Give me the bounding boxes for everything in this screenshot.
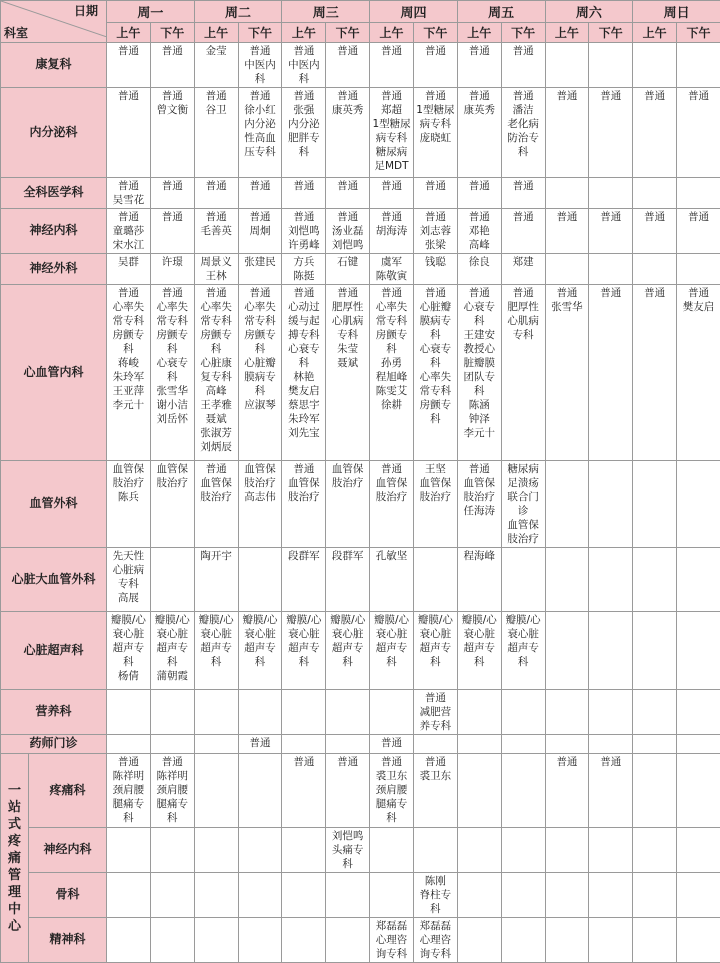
schedule-cell	[326, 735, 370, 754]
schedule-cell: 孔敏坚	[370, 548, 414, 612]
schedule-cell: 普通	[150, 43, 194, 88]
schedule-cell: 虞军 陈敬寅	[370, 254, 414, 285]
schedule-cell: 普通	[501, 178, 545, 209]
schedule-cell: 瓣膜/心衰心脏超声专科	[282, 612, 326, 690]
schedule-cell: 普通 樊友启	[677, 285, 720, 461]
schedule-cell: 普通 中医内科	[238, 43, 282, 88]
schedule-cell	[589, 735, 633, 754]
schedule-cell	[633, 828, 677, 873]
schedule-cell	[633, 735, 677, 754]
schedule-cell	[501, 873, 545, 918]
schedule-cell: 瓣膜/心衰心脏超声专科	[370, 612, 414, 690]
schedule-cell: 普通 汤业磊 刘恺鸣	[326, 209, 370, 254]
schedule-cell	[545, 690, 589, 735]
am-header: 上午	[282, 23, 326, 43]
schedule-cell: 普通 减肥营养专科	[413, 690, 457, 735]
schedule-row	[1, 612, 720, 690]
schedule-cell	[677, 754, 720, 828]
schedule-cell: 郑磊磊 心理咨询专科	[413, 918, 457, 963]
corner-cell	[1, 1, 107, 43]
sub-dept-name: 疼痛科	[29, 754, 107, 828]
schedule-cell	[150, 873, 194, 918]
day-header: 周六	[545, 1, 633, 23]
schedule-cell: 普通 肥厚性心肌病专科 朱莹 聂斌	[326, 285, 370, 461]
schedule-cell: 普通	[282, 754, 326, 828]
schedule-cell	[457, 690, 501, 735]
schedule-cell: 普通	[150, 178, 194, 209]
schedule-cell	[501, 735, 545, 754]
schedule-cell	[589, 918, 633, 963]
schedule-cell: 普通 裘卫东	[413, 754, 457, 828]
schedule-cell: 陈刚 脊柱专科	[413, 873, 457, 918]
schedule-cell	[150, 918, 194, 963]
schedule-cell: 普通	[107, 43, 151, 88]
schedule-cell: 普通 血管保肢治疗 任海涛	[457, 461, 501, 548]
schedule-cell	[545, 254, 589, 285]
schedule-cell: 张建民	[238, 254, 282, 285]
schedule-cell: 普通	[501, 209, 545, 254]
schedule-cell: 普通 裘卫东 颈肩腰腿痛专科	[370, 754, 414, 828]
pm-header: 下午	[589, 23, 633, 43]
schedule-cell: 瓣膜/心衰心脏超声专科	[194, 612, 238, 690]
day-header: 周二	[194, 1, 282, 23]
schedule-row	[1, 88, 720, 178]
day-header: 周日	[633, 1, 720, 23]
dept-name: 神经外科	[1, 254, 107, 285]
schedule-cell	[194, 828, 238, 873]
schedule-row	[1, 754, 720, 828]
dept-name: 心血管内科	[1, 285, 107, 461]
sub-dept-name: 神经内科	[29, 828, 107, 873]
schedule-cell: 普通 郑超 1型糖尿病专科 糖尿病足MDT	[370, 88, 414, 178]
schedule-cell	[238, 873, 282, 918]
schedule-cell	[677, 461, 720, 548]
schedule-cell: 普通	[589, 285, 633, 461]
schedule-cell	[677, 828, 720, 873]
schedule-cell: 普通	[589, 754, 633, 828]
schedule-cell	[677, 548, 720, 612]
schedule-cell: 普通 刘恺鸣 许勇峰	[282, 209, 326, 254]
schedule-cell: 普通 中医内科	[282, 43, 326, 88]
schedule-cell	[677, 735, 720, 754]
pm-header: 下午	[501, 23, 545, 43]
schedule-cell	[633, 43, 677, 88]
dept-name: 药师门诊	[1, 735, 107, 754]
schedule-cell	[457, 828, 501, 873]
schedule-cell: 许璟	[150, 254, 194, 285]
schedule-cell: 普通 刘志蓉 张梁	[413, 209, 457, 254]
schedule-cell	[677, 690, 720, 735]
schedule-cell	[370, 828, 414, 873]
schedule-cell: 普通 心动过缓与起搏专科 心衰专科 林艳 樊友启 蔡思宇 朱玲军 刘先宝	[282, 285, 326, 461]
schedule-cell: 金莹	[194, 43, 238, 88]
schedule-cell	[150, 828, 194, 873]
schedule-cell: 普通	[545, 754, 589, 828]
schedule-cell: 钱聪	[413, 254, 457, 285]
schedule-cell: 刘恺鸣 头痛专科	[326, 828, 370, 873]
schedule-cell: 普通 周炯	[238, 209, 282, 254]
schedule-cell	[238, 690, 282, 735]
schedule-cell: 瓣膜/心衰心脏超声专科	[457, 612, 501, 690]
schedule-cell	[677, 178, 720, 209]
schedule-cell: 普通 童璐莎 宋水江	[107, 209, 151, 254]
schedule-cell: 普通 邓艳 高峰	[457, 209, 501, 254]
schedule-cell	[545, 612, 589, 690]
schedule-cell	[194, 690, 238, 735]
schedule-cell: 普通 1型糖尿病专科 庞晓虹	[413, 88, 457, 178]
schedule-cell	[150, 735, 194, 754]
schedule-cell	[150, 548, 194, 612]
dept-name: 神经内科	[1, 209, 107, 254]
schedule-cell: 普通	[457, 43, 501, 88]
schedule-cell: 程海峰	[457, 548, 501, 612]
schedule-cell	[150, 690, 194, 735]
schedule-cell: 先天性心脏病专科 高展	[107, 548, 151, 612]
schedule-cell	[589, 254, 633, 285]
schedule-cell: 普通 心衰专科 王建安 教授心脏瓣膜团队专科 陈涵 钟泽 李元十	[457, 285, 501, 461]
schedule-cell	[457, 754, 501, 828]
schedule-cell: 普通 心率失常专科 房颤专科 心脏康复专科 高峰 王孝雅 聂斌 张淑芳 刘炳辰	[194, 285, 238, 461]
schedule-cell: 普通	[326, 754, 370, 828]
group-name: 一站式疼痛管理中心	[1, 754, 29, 963]
pm-header: 下午	[413, 23, 457, 43]
schedule-cell	[589, 690, 633, 735]
pm-header: 下午	[326, 23, 370, 43]
dept-name: 血管外科	[1, 461, 107, 548]
schedule-row	[1, 828, 720, 873]
schedule-cell	[501, 690, 545, 735]
schedule-cell	[633, 754, 677, 828]
schedule-cell: 普通 康英秀	[326, 88, 370, 178]
schedule-cell: 普通	[370, 735, 414, 754]
schedule-cell	[589, 873, 633, 918]
schedule-cell	[107, 873, 151, 918]
schedule-row	[1, 254, 720, 285]
schedule-cell	[589, 178, 633, 209]
schedule-cell: 普通 毛善英	[194, 209, 238, 254]
sub-dept-name: 精神科	[29, 918, 107, 963]
schedule-row	[1, 285, 720, 461]
schedule-cell	[501, 548, 545, 612]
am-header: 上午	[545, 23, 589, 43]
header-day-row	[1, 1, 720, 23]
schedule-cell: 血管保肢治疗 陈兵	[107, 461, 151, 548]
schedule-cell: 普通	[501, 43, 545, 88]
schedule-row	[1, 43, 720, 88]
schedule-cell: 吴群	[107, 254, 151, 285]
schedule-cell	[589, 43, 633, 88]
schedule-cell: 普通	[633, 209, 677, 254]
schedule-cell	[589, 612, 633, 690]
schedule-cell: 普通 徐小红 内分泌性高血压专科	[238, 88, 282, 178]
schedule-cell: 普通 心率失常专科 房颤专科 心衰专科 张雪华 谢小洁 刘岳怀	[150, 285, 194, 461]
sub-dept-name: 骨科	[29, 873, 107, 918]
schedule-cell	[545, 918, 589, 963]
schedule-cell: 普通	[589, 209, 633, 254]
schedule-cell: 瓣膜/心衰心脏超声专科	[326, 612, 370, 690]
schedule-cell: 瓣膜/心衰心脏超声专科	[413, 612, 457, 690]
schedule-cell	[107, 918, 151, 963]
schedule-cell: 普通	[326, 43, 370, 88]
day-header: 周三	[282, 1, 370, 23]
schedule-row	[1, 461, 720, 548]
dept-name: 内分泌科	[1, 88, 107, 178]
schedule-cell	[413, 828, 457, 873]
schedule-cell: 普通	[677, 209, 720, 254]
schedule-cell	[194, 918, 238, 963]
schedule-cell: 周景义 王林	[194, 254, 238, 285]
schedule-cell	[413, 548, 457, 612]
schedule-row	[1, 918, 720, 963]
schedule-cell	[238, 918, 282, 963]
schedule-cell: 普通 康英秀	[457, 88, 501, 178]
schedule-cell	[589, 548, 633, 612]
schedule-cell	[282, 690, 326, 735]
schedule-cell	[194, 754, 238, 828]
schedule-row	[1, 209, 720, 254]
pm-header: 下午	[238, 23, 282, 43]
schedule-cell: 郑建	[501, 254, 545, 285]
schedule-cell: 王坚 血管保肢治疗	[413, 461, 457, 548]
schedule-row	[1, 548, 720, 612]
schedule-cell: 段群军	[326, 548, 370, 612]
schedule-cell	[545, 735, 589, 754]
schedule-cell: 段群军	[282, 548, 326, 612]
schedule-cell	[677, 612, 720, 690]
schedule-cell	[107, 735, 151, 754]
schedule-cell	[545, 548, 589, 612]
schedule-cell: 陶开宇	[194, 548, 238, 612]
schedule-cell: 普通	[238, 178, 282, 209]
schedule-cell: 普通	[457, 178, 501, 209]
schedule-cell: 瓣膜/心衰心脏超声专科	[501, 612, 545, 690]
schedule-cell: 方兵 陈挺	[282, 254, 326, 285]
schedule-cell	[677, 43, 720, 88]
dept-name: 康复科	[1, 43, 107, 88]
schedule-cell	[107, 690, 151, 735]
dept-label: 科室	[4, 24, 28, 41]
schedule-row	[1, 690, 720, 735]
schedule-cell: 普通 血管保肢治疗	[282, 461, 326, 548]
schedule-cell: 普通 谷卫	[194, 88, 238, 178]
schedule-cell: 糖尿病足溃疡联合门诊 血管保肢治疗	[501, 461, 545, 548]
schedule-cell: 普通 血管保肢治疗	[370, 461, 414, 548]
schedule-cell	[633, 612, 677, 690]
schedule-cell	[238, 548, 282, 612]
schedule-cell	[282, 918, 326, 963]
schedule-cell: 普通	[633, 88, 677, 178]
schedule-cell: 普通	[633, 285, 677, 461]
schedule-cell	[545, 461, 589, 548]
dept-name: 心脏大血管外科	[1, 548, 107, 612]
schedule-cell	[457, 918, 501, 963]
schedule-row	[1, 178, 720, 209]
schedule-cell	[633, 178, 677, 209]
schedule-cell	[677, 873, 720, 918]
am-header: 上午	[370, 23, 414, 43]
pm-header: 下午	[150, 23, 194, 43]
schedule-cell: 普通	[413, 178, 457, 209]
schedule-cell	[282, 735, 326, 754]
schedule-cell: 普通	[589, 88, 633, 178]
schedule-cell: 石键	[326, 254, 370, 285]
schedule-cell	[238, 828, 282, 873]
schedule-cell: 普通 心率失常专科 房颤专科 蒋峻 朱玲军 王亚萍 李元十	[107, 285, 151, 461]
schedule-cell	[282, 873, 326, 918]
header-half-row	[1, 23, 720, 43]
dept-name: 营养科	[1, 690, 107, 735]
schedule-cell: 血管保肢治疗	[150, 461, 194, 548]
schedule-cell: 普通	[545, 209, 589, 254]
schedule-cell	[633, 461, 677, 548]
schedule-cell	[633, 548, 677, 612]
schedule-cell: 徐良	[457, 254, 501, 285]
schedule-cell: 普通	[238, 735, 282, 754]
schedule-row	[1, 873, 720, 918]
schedule-cell: 普通	[150, 209, 194, 254]
schedule-cell	[370, 690, 414, 735]
schedule-cell: 普通 肥厚性心肌病专科	[501, 285, 545, 461]
schedule-cell	[589, 828, 633, 873]
schedule-cell	[545, 178, 589, 209]
schedule-cell: 普通 潘洁 老化病防治专科	[501, 88, 545, 178]
dept-name: 心脏超声科	[1, 612, 107, 690]
day-header: 周五	[457, 1, 545, 23]
schedule-cell: 普通	[677, 88, 720, 178]
schedule-cell: 普通 张雪华	[545, 285, 589, 461]
schedule-cell	[633, 254, 677, 285]
schedule-cell: 普通 心率失常专科 房颤专科 孙勇 程旭峰 陈雯艾 徐耕	[370, 285, 414, 461]
schedule-cell: 普通 血管保肢治疗	[194, 461, 238, 548]
schedule-cell: 普通 陈祥明 颈肩腰腿痛专科	[107, 754, 151, 828]
schedule-cell: 普通 张强 内分泌肥胖专科	[282, 88, 326, 178]
pm-header: 下午	[677, 23, 720, 43]
schedule-cell	[326, 690, 370, 735]
schedule-cell	[545, 828, 589, 873]
schedule-cell	[501, 828, 545, 873]
schedule-cell	[194, 735, 238, 754]
schedule-cell: 普通 陈祥明 颈肩腰腿痛专科	[150, 754, 194, 828]
schedule-cell: 普通	[413, 43, 457, 88]
schedule-cell	[370, 873, 414, 918]
schedule-cell: 瓣膜/心衰心脏超声专科 蒲朝霞	[150, 612, 194, 690]
schedule-cell: 普通	[545, 88, 589, 178]
schedule-cell	[501, 918, 545, 963]
schedule-cell: 瓣膜/心衰心脏超声专科	[238, 612, 282, 690]
schedule-cell	[457, 873, 501, 918]
schedule-cell: 普通 吴雪花	[107, 178, 151, 209]
am-header: 上午	[457, 23, 501, 43]
schedule-cell: 普通	[107, 88, 151, 178]
schedule-cell: 郑磊磊 心理咨询专科	[370, 918, 414, 963]
schedule-cell	[326, 918, 370, 963]
schedule-cell	[633, 690, 677, 735]
date-label: 日期	[74, 2, 98, 19]
schedule-cell: 普通 心脏瓣膜病专科 心衰专科 心率失常专科 房颤专科	[413, 285, 457, 461]
schedule-cell: 血管保肢治疗	[326, 461, 370, 548]
schedule-cell	[238, 754, 282, 828]
am-header: 上午	[633, 23, 677, 43]
schedule-cell	[194, 873, 238, 918]
schedule-cell	[545, 873, 589, 918]
am-header: 上午	[107, 23, 151, 43]
schedule-row	[1, 735, 720, 754]
am-header: 上午	[194, 23, 238, 43]
schedule-cell	[107, 828, 151, 873]
schedule-cell: 普通	[370, 178, 414, 209]
schedule-cell	[545, 43, 589, 88]
day-header: 周四	[370, 1, 458, 23]
schedule-cell: 普通 胡海涛	[370, 209, 414, 254]
schedule-cell	[633, 873, 677, 918]
schedule-cell	[633, 918, 677, 963]
schedule-cell: 普通	[282, 178, 326, 209]
schedule-cell: 普通 曾文衡	[150, 88, 194, 178]
schedule-cell	[457, 735, 501, 754]
schedule-cell: 血管保肢治疗 高志伟	[238, 461, 282, 548]
schedule-cell	[501, 754, 545, 828]
dept-name: 全科医学科	[1, 178, 107, 209]
schedule-cell: 瓣膜/心衰心脏超声专科 杨倩	[107, 612, 151, 690]
schedule-cell	[413, 735, 457, 754]
schedule-cell: 普通	[370, 43, 414, 88]
schedule-cell	[326, 873, 370, 918]
schedule-cell	[589, 461, 633, 548]
schedule-cell: 普通	[194, 178, 238, 209]
schedule-cell: 普通	[326, 178, 370, 209]
schedule-cell: 普通 心率失常专科 房颤专科 心脏瓣膜病专科 应淑琴	[238, 285, 282, 461]
schedule-cell	[677, 918, 720, 963]
day-header: 周一	[107, 1, 195, 23]
schedule-cell	[282, 828, 326, 873]
schedule-cell	[677, 254, 720, 285]
